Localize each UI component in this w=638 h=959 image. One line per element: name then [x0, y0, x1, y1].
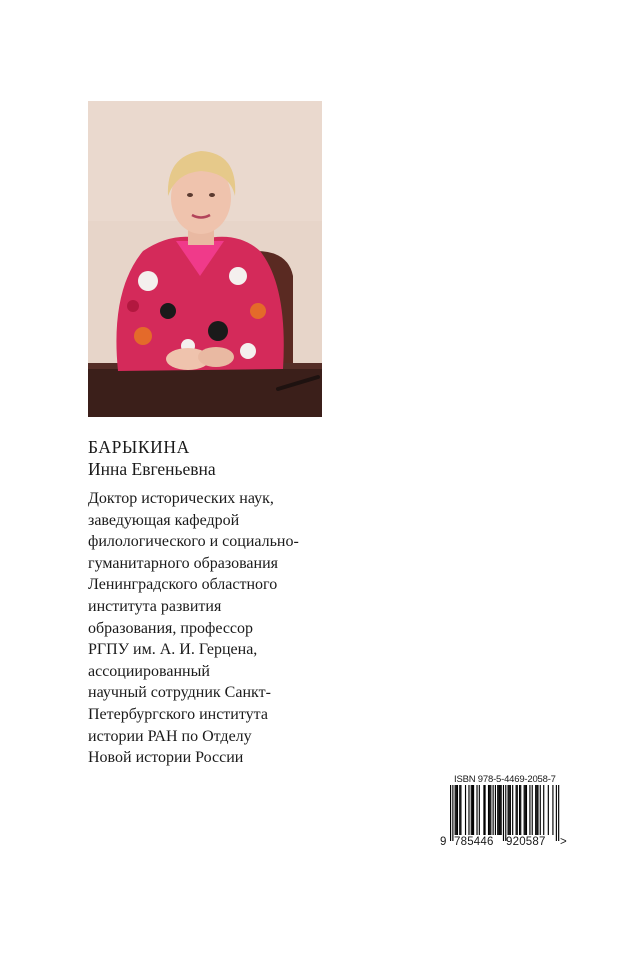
bio-line: заведующая кафедрой — [88, 511, 240, 529]
bio-line: истории РАН по Отделу — [88, 727, 252, 745]
barcode-bar — [479, 785, 480, 835]
barcode-first-digit: 9 — [440, 836, 447, 848]
barcode-bar — [509, 785, 510, 835]
bio-line: Ленинградского областного — [88, 576, 278, 594]
bio-line: РГПУ им. А. И. Герцена, — [88, 641, 258, 659]
barcode-bar — [465, 785, 466, 835]
barcode-bar — [490, 785, 491, 835]
barcode-bar — [471, 785, 472, 835]
barcode-bar — [535, 785, 536, 835]
barcode-bar — [459, 785, 460, 835]
barcode-bar — [455, 785, 456, 835]
barcode-bar — [532, 785, 533, 835]
barcode-bar — [540, 785, 541, 835]
barcode-quiet-zone-mark: > — [560, 836, 567, 848]
barcode-bar — [452, 785, 453, 841]
barcode-bar — [456, 785, 457, 835]
barcode-bar — [520, 785, 521, 835]
bio-line: филологического и социально- — [88, 533, 299, 551]
barcode-bar — [473, 785, 474, 835]
barcode-bar — [457, 785, 458, 835]
barcode-bar — [460, 785, 461, 835]
bio-line: Петербургского института — [88, 705, 268, 723]
author-surname: БАРЫКИНА — [88, 437, 190, 457]
barcode-bar — [495, 785, 496, 835]
barcode-bar — [508, 785, 509, 835]
barcode-bar — [493, 785, 494, 835]
barcode-bar — [476, 785, 477, 835]
barcode-bar — [512, 785, 513, 835]
bio-line: образования, профессор — [88, 619, 254, 637]
barcode-bar — [543, 785, 544, 835]
bio-line: Новой истории России — [88, 749, 244, 767]
barcode-bar — [510, 785, 511, 835]
bio-line: гуманитарного образования — [88, 554, 279, 572]
barcode-bar — [497, 785, 498, 835]
barcode-bar — [517, 785, 518, 835]
barcode-bar — [558, 785, 559, 841]
isbn-label: ISBN 978-5-4469-2058-7 — [454, 774, 556, 785]
barcode-bar — [501, 785, 502, 835]
bio-line: Доктор исторических наук, — [88, 490, 274, 507]
barcode-bar — [499, 785, 500, 835]
barcode-bar — [525, 785, 526, 835]
barcode-bar — [516, 785, 517, 835]
barcode-bar — [488, 785, 489, 835]
barcode-bar — [450, 785, 451, 841]
barcode-bar — [519, 785, 520, 835]
author-name: Инна Евгеньевна — [88, 459, 216, 479]
barcode — [440, 785, 564, 841]
barcode-left-group: 785446 — [454, 836, 494, 848]
barcode-bar — [498, 785, 499, 835]
barcode-bar — [548, 785, 549, 835]
barcode-bar — [536, 785, 537, 835]
barcode-bar — [503, 785, 504, 841]
barcode-bar — [556, 785, 557, 841]
bio-line: научный сотрудник Санкт- — [88, 684, 271, 702]
barcode-bar — [472, 785, 473, 835]
barcode-bar — [526, 785, 527, 835]
author-bio — [88, 488, 338, 769]
barcode-bar — [485, 785, 486, 835]
barcode-bar — [552, 785, 553, 835]
barcode-bar — [505, 785, 506, 841]
barcode-bar — [468, 785, 469, 835]
barcode-bar — [483, 785, 484, 835]
bio-line: института развития — [88, 597, 222, 615]
barcode-bar — [524, 785, 525, 835]
bio-line: ассоциированный — [88, 662, 210, 680]
barcode-bar — [529, 785, 530, 835]
barcode-bar — [537, 785, 538, 835]
isbn-barcode-block — [440, 774, 570, 860]
author-photo — [88, 101, 322, 417]
barcode-right-group: 920587 — [506, 836, 546, 848]
barcode-bar — [489, 785, 490, 835]
